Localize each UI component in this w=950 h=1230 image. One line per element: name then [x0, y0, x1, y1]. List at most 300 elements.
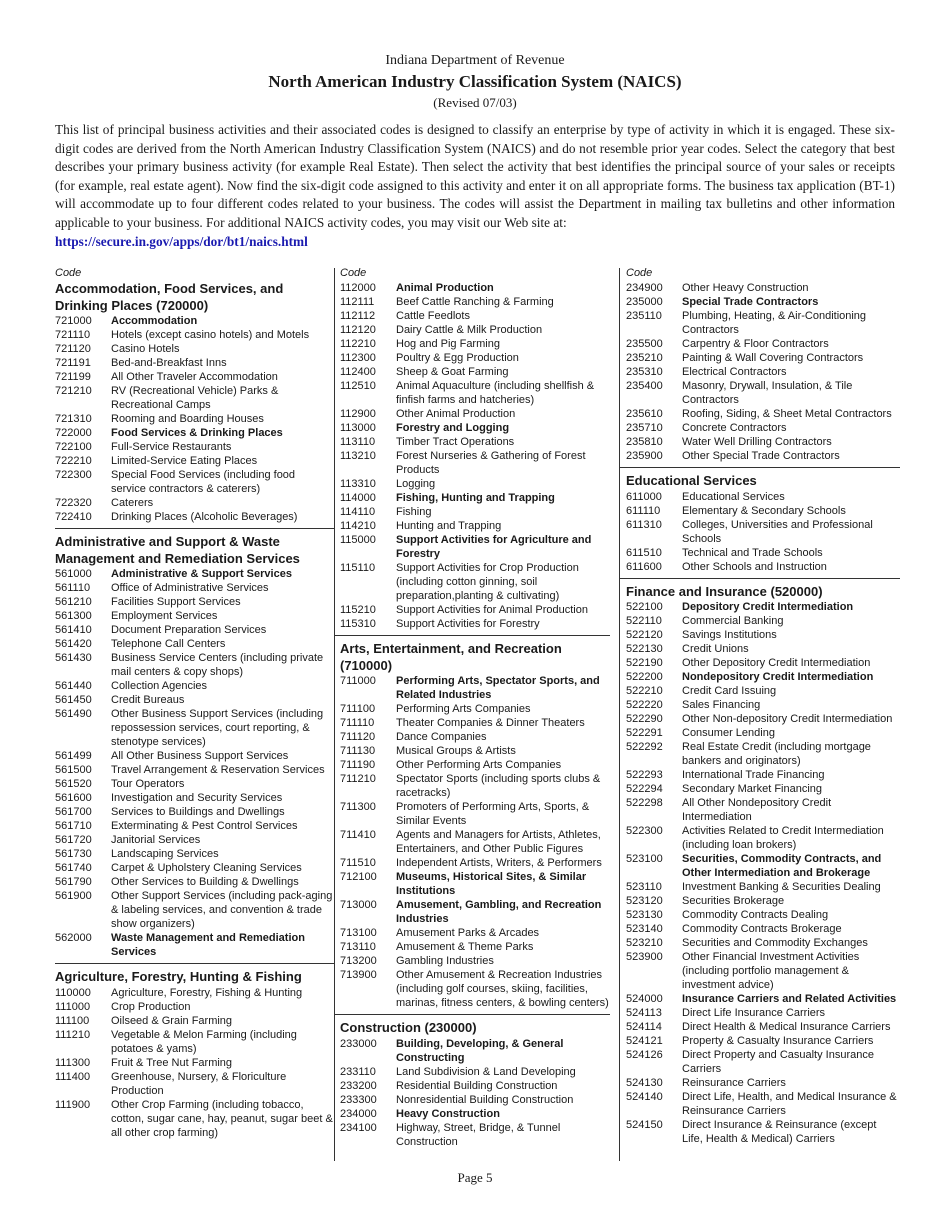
naics-code: 114210 [340, 520, 376, 532]
naics-code: 561900 [55, 890, 92, 902]
naics-entry [340, 491, 610, 505]
naics-activity-label: Depository Credit Intermediation [682, 601, 854, 613]
naics-entry [55, 609, 334, 623]
naics-entry [55, 875, 334, 889]
naics-activity-label: Commodity Contracts Dealing [682, 909, 829, 921]
naics-activity-label: Credit Bureaus [111, 694, 185, 706]
naics-activity-label: Elementary & Secondary Schools [682, 504, 846, 517]
naics-activity-label: Bed-and-Breakfast Inns [111, 357, 227, 369]
naics-activity-label: Other Support Services (including pack-aging & labeling services, and convention & trade show organizers) [111, 890, 333, 930]
naics-code: 112120 [340, 324, 376, 336]
naics-activity-label: Promoters of Performing Arts, Sports, & Similar Events [396, 801, 590, 827]
naics-code: 713000 [340, 899, 377, 911]
naics-code: 713110 [340, 941, 376, 953]
naics-code: 722000 [55, 427, 92, 439]
naics-entry [626, 642, 900, 656]
naics-code: 711510 [340, 857, 376, 869]
naics-activity-label: All Other Traveler Accommodation [111, 371, 278, 383]
naics-activity-label: Poultry & Egg Production [396, 352, 519, 364]
naics-code: 721191 [55, 357, 91, 369]
naics-code: 561720 [55, 834, 92, 846]
naics-code: 115110 [340, 562, 376, 574]
naics-entry [55, 342, 330, 356]
section-title: Finance and Insurance (520000) [626, 583, 823, 599]
naics-activity-label: Limited-Service Eating Places [111, 455, 258, 467]
naics-activity-label: Other Financial Investment Activities (including portfolio management & investment advice) [682, 951, 860, 991]
naics-entry [55, 454, 330, 468]
naics-activity-label: Office of Administrative Services [111, 582, 269, 594]
naics-activity-label: Sheep & Goat Farming [396, 366, 509, 378]
naics-entry [340, 1107, 610, 1121]
naics-code: 113000 [340, 422, 376, 434]
naics-entry [340, 295, 610, 309]
naics-entry [55, 637, 334, 651]
naics-activity-label: Support Activities for Animal Production [396, 604, 588, 616]
naics-entry [626, 1118, 900, 1146]
naics-code: 113110 [340, 436, 376, 448]
naics-entry [55, 889, 334, 931]
naics-code: 235310 [626, 366, 663, 378]
naics-activity-label: Electrical Contractors [682, 366, 787, 378]
naics-activity-label: Museums, Historical Sites, & Similar Institutions [396, 871, 587, 897]
naics-code: 523110 [626, 881, 662, 893]
naics-code: 713900 [340, 969, 377, 981]
naics-entry [626, 490, 900, 504]
naics-activity-label: Other Performing Arts Companies [396, 759, 562, 771]
naics-entry [340, 323, 610, 337]
naics-entry [55, 567, 334, 581]
naics-entry [55, 328, 330, 342]
naics-code: 235710 [626, 422, 663, 434]
naics-code: 562000 [55, 932, 92, 944]
naics-activity-label: Consumer Lending [682, 727, 775, 739]
naics-entry [55, 986, 334, 1000]
naics-entry [340, 1093, 610, 1107]
naics-code: 722210 [55, 455, 92, 467]
naics-code: 115210 [340, 604, 376, 616]
naics-activity-label: Other Schools and Instruction [682, 560, 827, 573]
naics-entry [626, 768, 900, 782]
naics-code: 115310 [340, 618, 376, 630]
naics-activity-label: Animal Production [396, 282, 494, 294]
naics-entry [626, 614, 900, 628]
naics-entry [340, 351, 610, 365]
naics-code: 523210 [626, 937, 663, 949]
naics-activity-label: Residential Building Construction [396, 1079, 558, 1092]
naics-entry [626, 351, 898, 365]
naics-section [334, 635, 610, 1010]
naics-activity-label: Other Crop Farming (including tobacco, cotton, sugar cane, hay, peanut, sugar beet & all other crop farming) [111, 1098, 333, 1139]
naics-activity-label: Special Food Services (including food service contractors & caterers) [111, 469, 296, 495]
naics-entry [626, 656, 900, 670]
naics-code: 721199 [55, 371, 91, 383]
naics-code: 711110 [340, 717, 375, 729]
naics-activity-label: Support Activities for Forestry [396, 618, 540, 630]
naics-entry [626, 421, 898, 435]
naics-activity-label: Direct Insurance & Reinsurance (except Life, Health & Medical) Carriers [682, 1119, 877, 1145]
naics-activity-label: Hunting and Trapping [396, 520, 502, 532]
naics-code: 711120 [340, 731, 376, 743]
naics-code: 561300 [55, 610, 92, 622]
naics-entry [340, 1037, 610, 1065]
naics-activity-label: Other Heavy Construction [682, 282, 809, 294]
naics-entry [626, 796, 900, 824]
naics-code: 711410 [340, 829, 376, 841]
naics-entry [55, 1028, 334, 1056]
naics-activity-label: Other Depository Credit Intermediation [682, 657, 871, 669]
naics-activity-label: Telephone Call Centers [111, 638, 226, 650]
naics-code: 522210 [626, 685, 663, 697]
naics-code: 111300 [55, 1056, 91, 1069]
naics-entry [55, 581, 334, 595]
naics-entry [55, 679, 334, 693]
naics-entry [55, 777, 334, 791]
naics-code: 561520 [55, 778, 92, 790]
naics-entry [626, 880, 900, 894]
naics-activity-label: Secondary Market Financing [682, 783, 823, 795]
naics-entry [626, 740, 900, 768]
naics-activity-label: Beef Cattle Ranching & Farming [396, 296, 554, 308]
naics-code: 522300 [626, 825, 663, 837]
naics-entry [626, 365, 898, 379]
naics-activity-label: Janitorial Services [111, 834, 201, 846]
naics-entry [340, 561, 610, 603]
naics-activity-label: Fishing, Hunting and Trapping [396, 492, 555, 504]
naics-activity-label: International Trade Financing [682, 769, 825, 781]
naics-entry [55, 833, 334, 847]
naics-code: 522190 [626, 657, 663, 669]
naics-code: 713100 [340, 927, 377, 939]
naics-entry [340, 337, 610, 351]
naics-code: 561600 [55, 792, 92, 804]
naics-entry [340, 968, 610, 1010]
naics-entry [340, 856, 610, 870]
naics-activity-label: Masonry, Drywall, Insulation, & Tile Contractors [682, 380, 853, 406]
naics-entry [340, 1121, 610, 1149]
naics-activity-label: Theater Companies & Dinner Theaters [396, 717, 585, 729]
naics-code: 112112 [340, 310, 376, 322]
section-title: Administrative and Support & Waste Management and Remediation Services [55, 534, 300, 566]
naics-entry [626, 852, 900, 880]
naics-activity-label: Dance Companies [396, 731, 487, 743]
naics-activity-label: Commodity Contracts Brokerage [682, 923, 842, 935]
naics-activity-label: Credit Unions [682, 643, 749, 655]
naics-entry [55, 496, 330, 510]
naics-entry [626, 1076, 900, 1090]
naics-code: 524126 [626, 1049, 663, 1061]
naics-activity-label: Animal Aquaculture (including shellfish & finfish farms and hatcheries) [396, 380, 595, 406]
naics-code: 561490 [55, 708, 92, 720]
naics-activity-label: Roofing, Siding, & Sheet Metal Contractors [682, 408, 892, 420]
naics-entry [55, 847, 334, 861]
naics-entry [55, 819, 334, 833]
naics-code: 112111 [340, 296, 375, 308]
naics-entry [55, 468, 330, 496]
naics-code: 561110 [55, 582, 91, 594]
naics-entry [55, 412, 330, 426]
naics-activity-label: Forestry and Logging [396, 422, 510, 434]
naics-code: 111900 [55, 1098, 91, 1111]
naics-activity-label: Nonresidential Building Construction [396, 1093, 574, 1106]
naics-entry [55, 805, 334, 819]
naics-activity-label: Direct Life, Health, and Medical Insurance & Reinsurance Carriers [682, 1091, 897, 1117]
naics-code: 524114 [626, 1021, 662, 1033]
naics-activity-label: Fruit & Tree Nut Farming [111, 1056, 233, 1069]
naics-activity-label: Special Trade Contractors [682, 296, 819, 308]
naics-entry [626, 1020, 900, 1034]
naics-entry [340, 435, 610, 449]
naics-entry [55, 931, 334, 959]
naics-entry [340, 379, 610, 407]
naics-entry [55, 651, 334, 679]
naics-code: 522100 [626, 601, 663, 613]
naics-activity-label: Forest Nurseries & Gathering of Forest Products [396, 450, 586, 476]
naics-code: 110000 [55, 986, 91, 999]
naics-activity-label: Technical and Trade Schools [682, 546, 823, 559]
naics-entry [55, 1014, 334, 1028]
naics-activity-label: Other Amusement & Recreation Industries (including golf courses, skiing, facilities, marinas, fitness centers, & bowling centers) [396, 969, 609, 1009]
naics-code: 524130 [626, 1077, 663, 1089]
naics-activity-label: Securities Brokerage [682, 895, 785, 907]
naics-entry [55, 510, 330, 524]
naics-code: 721210 [55, 385, 92, 397]
naics-entry [626, 1034, 900, 1048]
naics-entry [626, 407, 898, 421]
naics-code: 235500 [626, 338, 663, 350]
naics-code: 611510 [626, 546, 662, 559]
naics-code: 114110 [340, 506, 376, 518]
naics-section [55, 528, 334, 959]
naics-code: 522220 [626, 699, 663, 711]
intro-text: This list of principal business activities and their associated codes is designed to classify an enterprise by type of activity in which it is engaged. These six-digit codes are derived from the North American Industry Classification System (NAICS) and do not resemble prior year codes. Select the category that best describes your primary business activity (for example Real Estate). Then select the activity that best identifies the principal source of your sales or receipts (for example, real estate agent). Now find the six-digit code assigned to this activity and enter it on all appropriate forms. The business tax application (BT-1) will accommodate up to four different codes related to your business. The codes will assist the Department in mailing tax bulletins and other information applicable to your business. For additional NAICS activity codes, you may visit our Web site at: [55, 122, 895, 230]
naics-entry [340, 533, 610, 561]
naics-code: 611600 [626, 560, 662, 573]
naics-code: 561450 [55, 694, 92, 706]
naics-code: 235610 [626, 408, 663, 420]
naics-code: 235210 [626, 352, 663, 364]
naics-entry [626, 698, 900, 712]
naics-activity-label: Crop Production [111, 1000, 191, 1013]
naics-code: 233110 [340, 1065, 376, 1078]
naics-activity-label: Educational Services [682, 490, 785, 503]
naics-entry [340, 898, 610, 926]
naics-code: 561700 [55, 806, 92, 818]
naics-code: 561210 [55, 596, 92, 608]
naics-activity-label: Hog and Pig Farming [396, 338, 500, 350]
naics-code: 713200 [340, 955, 377, 967]
naics-entry [626, 1006, 900, 1020]
naics-code: 235110 [626, 310, 662, 322]
naics-code: 561499 [55, 750, 92, 762]
naics-activity-label: Insurance Carriers and Related Activities [682, 993, 897, 1005]
naics-entry [340, 477, 610, 491]
naics-code: 114000 [340, 492, 376, 504]
naics-activity-label: Dairy Cattle & Milk Production [396, 324, 543, 336]
naics-activity-label: Agriculture, Forestry, Fishing & Hunting [111, 986, 303, 999]
naics-entry [340, 421, 610, 435]
naics-section [334, 1014, 610, 1149]
naics-code: 522292 [626, 741, 663, 753]
naics-activity-label: Hotels (except casino hotels) and Motels [111, 329, 310, 341]
naics-entry [340, 800, 610, 828]
naics-code: 561440 [55, 680, 92, 692]
naics-entry [626, 546, 900, 560]
naics-activity-label: Carpentry & Floor Contractors [682, 338, 829, 350]
naics-code: 111400 [55, 1070, 91, 1083]
column-3 [626, 266, 898, 1146]
naics-activity-label: Support Activities for Agriculture and Forestry [396, 534, 592, 560]
naics-entry [626, 712, 900, 726]
intro-paragraph [55, 121, 895, 251]
naics-code: 113310 [340, 478, 376, 490]
naics-activity-label: Land Subdivision & Land Developing [396, 1065, 576, 1078]
naics-entry [55, 356, 330, 370]
naics-code: 235900 [626, 450, 663, 462]
naics-entry [626, 670, 900, 684]
naics-entry [340, 730, 610, 744]
naics-code: 711210 [340, 773, 376, 785]
naics-section [340, 281, 610, 631]
naics-activity-label: All Other Business Support Services [111, 750, 289, 762]
naics-activity-label: Waste Management and Remediation Services [111, 932, 305, 958]
naics-activity-label: Drinking Places (Alcoholic Beverages) [111, 511, 298, 523]
naics-activity-label: Services to Buildings and Dwellings [111, 806, 285, 818]
naics-code: 721120 [55, 343, 91, 355]
naics-code: 611310 [626, 518, 662, 531]
naics-code: 112000 [340, 282, 376, 294]
naics-activity-label: Highway, Street, Bridge, & Tunnel Construction [396, 1121, 561, 1148]
naics-entry [340, 309, 610, 323]
naics-activity-label: Travel Arrangement & Reservation Services [111, 764, 325, 776]
naics-entry [55, 370, 330, 384]
naics-entry [626, 726, 900, 740]
naics-code: 711190 [340, 759, 376, 771]
naics-entry [55, 1098, 334, 1140]
page-number: Page 5 [457, 1170, 493, 1185]
naics-entry [626, 504, 900, 518]
naics-code: 235810 [626, 436, 663, 448]
naics-code: 522294 [626, 783, 663, 795]
naics-activity-label: Accommodation [111, 315, 198, 327]
naics-activity-label: Document Preparation Services [111, 624, 267, 636]
naics-entry [340, 828, 610, 856]
naics-activity-label: Property & Casualty Insurance Carriers [682, 1035, 874, 1047]
naics-entry [340, 365, 610, 379]
naics-activity-label: Casino Hotels [111, 343, 180, 355]
naics-activity-label: Timber Tract Operations [396, 436, 515, 448]
naics-activity-label: Administrative & Support Services [111, 568, 292, 580]
naics-activity-label: Caterers [111, 497, 154, 509]
naics-code: 561000 [55, 568, 92, 580]
naics-code: 523120 [626, 895, 663, 907]
naics-code: 235400 [626, 380, 663, 392]
naics-activity-label: Collection Agencies [111, 680, 208, 692]
naics-code: 711000 [340, 675, 376, 687]
naics-entry [626, 379, 898, 407]
naics-entry [340, 1065, 610, 1079]
naics-activity-label: Landscaping Services [111, 848, 219, 860]
naics-entry [340, 505, 610, 519]
naics-entry [340, 758, 610, 772]
naics-entry [626, 518, 900, 546]
naics-code: 711100 [340, 703, 376, 715]
naics-activity-label: Musical Groups & Artists [396, 745, 516, 757]
naics-activity-label: Securities, Commodity Contracts, and Other Intermediation and Brokerage [682, 853, 882, 879]
naics-entry [626, 936, 900, 950]
naics-code: 524150 [626, 1119, 663, 1131]
naics-code: 523130 [626, 909, 663, 921]
naics-activity-label: Independent Artists, Writers, & Performers [396, 857, 602, 869]
naics-website-link[interactable]: https://secure.in.gov/apps/dor/bt1/naics.html [55, 233, 308, 249]
section-title: Accommodation, Food Services, and Drinking Places (720000) [55, 281, 284, 313]
naics-code: 522293 [626, 769, 663, 781]
naics-code: 522298 [626, 797, 663, 809]
naics-activity-label: Activities Related to Credit Intermediation (including loan brokers) [682, 825, 884, 851]
naics-section [620, 578, 900, 1147]
naics-activity-label: Painting & Wall Covering Contractors [682, 352, 864, 364]
naics-activity-label: Sales Financing [682, 699, 761, 711]
naics-code: 524121 [626, 1035, 663, 1047]
naics-activity-label: Commercial Banking [682, 615, 784, 627]
naics-code: 721110 [55, 329, 91, 341]
naics-entry [626, 449, 898, 463]
naics-entry [340, 702, 610, 716]
naics-code: 522200 [626, 671, 663, 683]
naics-activity-label: Exterminating & Pest Control Services [111, 820, 298, 832]
page-title: North American Industry Classification System (NAICS) [268, 72, 682, 91]
naics-code: 722100 [55, 441, 92, 453]
naics-entry [340, 674, 610, 702]
naics-entry [626, 824, 900, 852]
code-column-header: Code [55, 267, 82, 279]
naics-code: 561710 [55, 820, 92, 832]
naics-entry [626, 908, 900, 922]
naics-activity-label: Performing Arts Companies [396, 703, 531, 715]
naics-activity-label: Facilities Support Services [111, 596, 241, 608]
naics-activity-label: Oilseed & Grain Farming [111, 1014, 233, 1027]
naics-code: 112510 [340, 380, 376, 392]
naics-code: 113210 [340, 450, 376, 462]
naics-activity-label: Plumbing, Heating, & Air-Conditioning Contractors [682, 310, 867, 336]
naics-entry [55, 749, 334, 763]
naics-entry [55, 707, 334, 749]
naics-entry [626, 309, 898, 337]
naics-activity-label: Amusement, Gambling, and Recreation Industries [396, 899, 602, 925]
naics-entry [340, 617, 610, 631]
naics-activity-label: Direct Property and Casualty Insurance Carriers [682, 1049, 874, 1075]
section-title: Arts, Entertainment, and Recreation (710000) [340, 641, 562, 673]
naics-entry [55, 693, 334, 707]
naics-entry [340, 1079, 610, 1093]
naics-activity-label: Other Non-depository Credit Intermediation [682, 713, 893, 725]
naics-activity-label: Full-Service Restaurants [111, 441, 232, 453]
naics-code: 233300 [340, 1093, 377, 1106]
page-header [0, 52, 950, 112]
naics-code: 522110 [626, 615, 662, 627]
naics-code: 115000 [340, 534, 376, 546]
naics-code: 112210 [340, 338, 376, 350]
naics-code: 523900 [626, 951, 663, 963]
naics-activity-label: Savings Institutions [682, 629, 777, 641]
naics-code: 112400 [340, 366, 376, 378]
naics-entry [626, 894, 900, 908]
naics-entry [626, 295, 898, 309]
naics-section [620, 467, 900, 574]
naics-activity-label: Other Business Support Services (including repossession services, court reporting, & stenotype services) [111, 708, 324, 748]
naics-code: 234900 [626, 282, 663, 294]
naics-entry [626, 435, 898, 449]
naics-entry [55, 861, 334, 875]
